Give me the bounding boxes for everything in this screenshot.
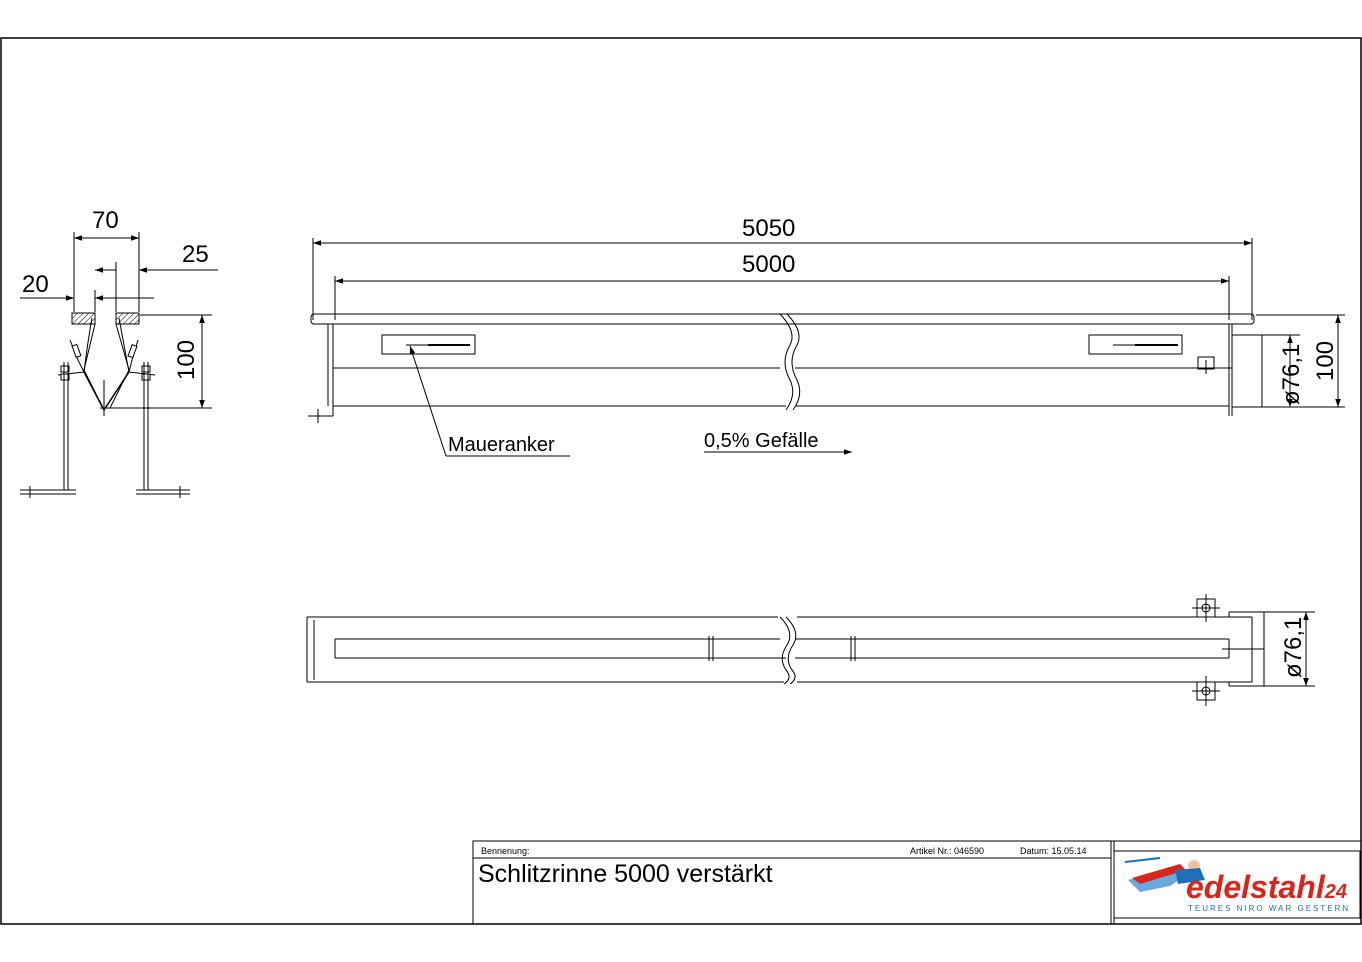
logo-name (1186, 869, 1347, 905)
designation-label: Bennenung: (481, 846, 530, 856)
drawing-date: Datum: 15.05.14 (1020, 846, 1087, 856)
logo-tagline: TEURES NIRO WAR GESTERN (1188, 904, 1351, 913)
company-logo (1125, 858, 1350, 913)
label-slope: 0,5% Gefälle (704, 430, 819, 452)
article-number: Artikel Nr.: 046590 (910, 846, 985, 856)
plan-view (307, 594, 1315, 706)
dim-section-offset: 25 (182, 241, 209, 268)
dim-outlet-height: 100 (1312, 340, 1339, 381)
dim-section-width: 70 (92, 207, 119, 234)
logo-suffix: 24 (1324, 881, 1347, 903)
designation-title: Schlitzrinne 5000 verstärkt (478, 860, 773, 888)
dim-plan-outlet-diameter: ø76,1 (1280, 616, 1307, 678)
drawing-frame (1, 38, 1361, 924)
dim-outlet-diameter: ø76,1 (1278, 343, 1305, 405)
dim-overall-length: 5050 (742, 215, 796, 242)
logo-name-text: edelstahl (1186, 869, 1325, 905)
label-wall-anchor: Maueranker (448, 434, 555, 456)
dim-section-height: 100 (173, 339, 200, 380)
side-elevation-view (308, 238, 1345, 456)
dim-section-slot: 20 (22, 271, 49, 298)
dim-inner-length: 5000 (742, 251, 796, 278)
